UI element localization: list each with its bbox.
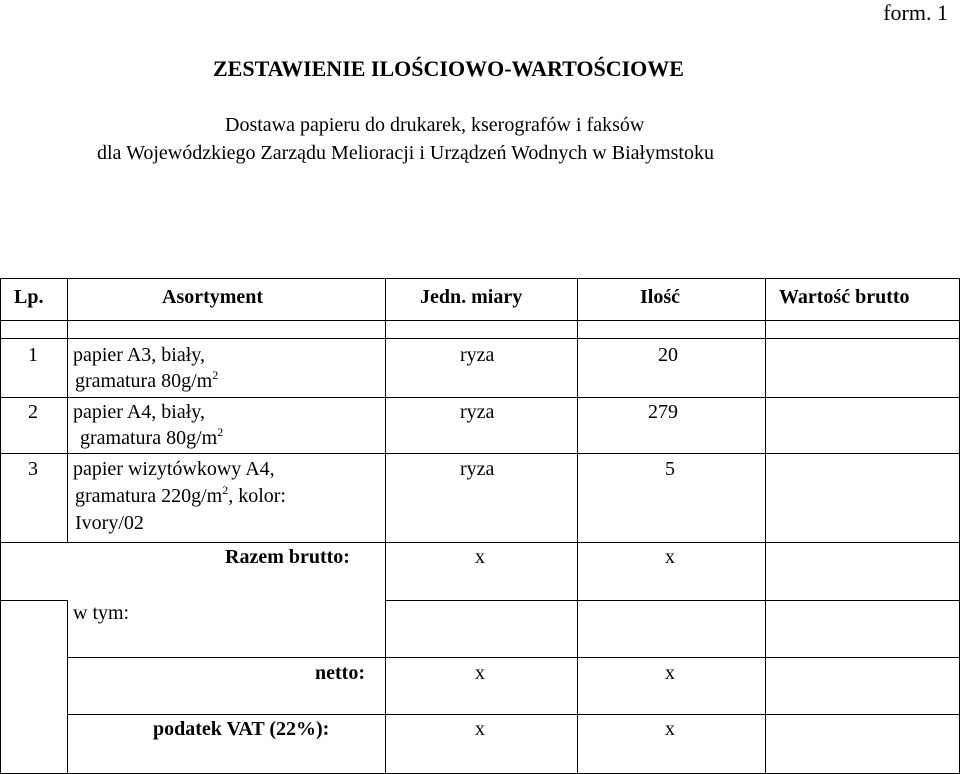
header-assortment: Asortyment bbox=[162, 286, 264, 308]
row-lp: 1 bbox=[28, 344, 38, 366]
col-divider-quantity bbox=[765, 278, 766, 774]
row-item-line3: Ivory/02 bbox=[75, 512, 144, 534]
table-border-top bbox=[0, 278, 960, 279]
row-divider-1 bbox=[0, 397, 960, 398]
row-quantity: 279 bbox=[648, 401, 678, 423]
row-item-line1: papier wizytówkowy A4, bbox=[73, 458, 275, 480]
col-border-left bbox=[0, 278, 1, 774]
lp-divider bbox=[0, 600, 67, 601]
row-unit: ryza bbox=[460, 458, 495, 480]
vat-label: podatek VAT (22%): bbox=[153, 718, 330, 740]
summary-divider-1 bbox=[385, 600, 960, 601]
gross-total-unit: x bbox=[475, 546, 485, 568]
net-label: netto: bbox=[315, 662, 365, 684]
including-label: w tym: bbox=[73, 602, 130, 624]
row-lp: 3 bbox=[28, 458, 38, 480]
col-divider-assortment bbox=[385, 278, 386, 774]
header-value: Wartość brutto bbox=[779, 286, 910, 308]
col-divider-unit bbox=[577, 278, 578, 774]
summary-divider-2 bbox=[67, 657, 960, 658]
net-unit: x bbox=[475, 662, 485, 684]
row-lp: 2 bbox=[28, 401, 38, 423]
header-divider-1 bbox=[0, 320, 960, 321]
subtitle-line-1: Dostawa papieru do drukarek, kserografów i faksów bbox=[225, 114, 645, 136]
gross-total-label: Razem brutto: bbox=[225, 546, 350, 568]
row-quantity: 20 bbox=[658, 344, 678, 366]
row-quantity: 5 bbox=[665, 458, 675, 480]
header-quantity: Ilość bbox=[640, 286, 680, 308]
row-item-line2: gramatura $80g/m^2$ bbox=[80, 425, 224, 449]
row-item-line1: papier A4, biały, bbox=[73, 401, 206, 423]
row-item-line2: gramatura $220g/m^2$, kolor: bbox=[75, 483, 286, 507]
row-divider-2 bbox=[0, 453, 960, 454]
header-lp: Lp. bbox=[14, 286, 44, 308]
row-unit: ryza bbox=[460, 401, 495, 423]
row-unit: ryza bbox=[460, 344, 495, 366]
gross-total-quantity: x bbox=[665, 546, 675, 568]
col-divider-lp bbox=[67, 278, 68, 542]
net-quantity: x bbox=[665, 662, 675, 684]
form-number: form. 1 bbox=[883, 0, 948, 25]
summary-divider-3 bbox=[67, 714, 960, 715]
row-item-line2: gramatura $80g/m^2$ bbox=[75, 368, 219, 392]
row-divider-3 bbox=[0, 542, 960, 543]
header-divider-2 bbox=[0, 338, 960, 339]
vat-unit: x bbox=[475, 718, 485, 740]
row-item-line1: papier A3, biały, bbox=[73, 344, 206, 366]
col-divider-lp-lower bbox=[67, 600, 68, 774]
vat-quantity: x bbox=[665, 718, 675, 740]
subtitle-line-2: dla Wojewódzkiego Zarządu Melioracji i Urządzeń Wodnych w Białymstoku bbox=[97, 142, 714, 164]
document-title: ZESTAWIENIE ILOŚCIOWO-WARTOŚCIOWE bbox=[213, 56, 684, 81]
header-unit: Jedn. miary bbox=[420, 286, 523, 308]
